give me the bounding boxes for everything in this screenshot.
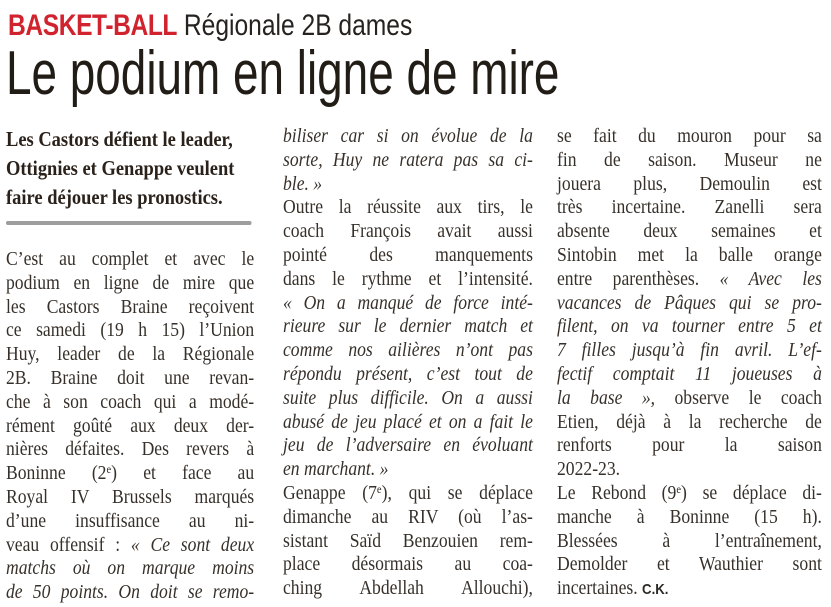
lede-line: Ottignies et Genappe veulent [6,156,235,180]
text-line [283,506,533,530]
text-run: C’est au complet et avec le [6,248,255,270]
text-line [557,577,822,602]
text-run: « Ce sont deux [130,533,255,556]
text-run: sorte, Huy ne ratera pas sa ci- [283,148,533,171]
text-run: Demolder et Wauthier sont [557,553,822,576]
text-run: se fait du mouron pour sa [557,125,822,147]
text-line [557,196,822,220]
text-line [557,173,822,197]
text-line [6,534,254,558]
text-run: 2022-23. [557,458,621,481]
text-line [6,343,254,367]
text-line [6,319,254,343]
text-run: répondu présent, c’est tout de [283,362,533,385]
text-run: rément goûté aux deux der- [6,414,255,437]
text-run: « On a manqué de force inté- [283,291,533,314]
text-run: de 50 points. On doit se remo- [6,581,255,604]
text-run: vacances de Pâques qui se pro- [557,291,822,314]
text-line [6,391,254,415]
text-run: incertaines. [557,577,643,600]
text-line [557,244,822,268]
text-run: suite plus difficile. On a aussi [283,386,533,409]
text-run: dans le rythme et l’intensité. [283,267,533,290]
text-line [283,292,533,316]
text-line [557,506,822,530]
text-run: Sintobin met la balle orange [557,243,822,266]
text-run: Etien, déjà à la recherche de [557,410,822,433]
column-2 [283,125,533,601]
text-run: jeu de l’adversaire en évoluant [283,434,533,457]
text-line [557,292,822,316]
text-run: filent, on va tourner entre 5 et [557,315,822,338]
text-line [6,272,254,296]
text-line [6,248,254,272]
section-label: BASKET-BALL [8,9,178,42]
text-line [283,173,533,197]
text-line [283,220,533,244]
headline: Le podium en ligne de mire [6,39,560,108]
lede [6,125,254,212]
text-run: ble. » [283,172,323,195]
text-run: che à son coach qui a modé- [6,390,255,413]
text-line [283,125,533,149]
text-run: les Castors Braine reçoivent [6,295,255,318]
text-line [6,462,254,486]
text-line [557,553,822,577]
text-line [557,434,822,458]
text-line [283,315,533,339]
text-line [557,268,822,292]
text-line [6,581,254,605]
text-run: e [376,481,382,496]
text-run: fectif comptait 11 joueuses à [557,362,822,385]
text-line [557,149,822,173]
text-run: entre parenthèses. [557,267,720,290]
text-run: Royal IV Brussels marqués [6,485,255,508]
text-line [557,220,822,244]
text-run: 2B. Braine doit une revan- [6,366,255,389]
text-run: place désormais au coa- [283,553,533,576]
text-run: d’une insuffisance au ni- [6,509,255,532]
text-line [283,530,533,554]
text-line [557,315,822,339]
text-line [6,510,254,534]
divider-rule [6,221,252,225]
text-run: renforts pour la saison [557,434,822,457]
lede-line: faire déjouer les pronostics. [6,185,223,209]
text-line [557,363,822,387]
text-line [283,268,533,292]
text-line [557,482,822,506]
text-run: Blessées à l’entraînement, [557,529,822,552]
column-1-body [6,248,254,605]
text-line [283,149,533,173]
text-run: manche à Boninne (15 h). [557,505,822,528]
text-run: ching Abdellah Allouchi), [283,577,533,600]
column-3 [557,125,822,602]
text-run: pointé des manquements [283,243,533,266]
text-line [283,196,533,220]
text-run: ) se déplace di- [681,481,822,504]
text-run: rieure sur le dernier match et [283,315,533,338]
text-line [283,387,533,411]
text-run: abusé de jeu placé et on a fait le [283,410,533,433]
text-line [283,411,533,435]
text-run: en marchant. » [283,458,389,481]
column-1 [6,125,254,605]
text-run: fin de saison. Museur ne [557,148,822,171]
text-run: ), qui se déplace [381,481,533,504]
lede-line: Les Castors défient le leader, [6,127,233,151]
text-run: Boninne (2 [6,462,107,485]
text-run: podium en ligne de mire que [6,271,255,294]
text-run: Outre la réussite aux tirs, le [283,196,533,219]
text-run: coach François avait aussi [283,220,533,243]
text-run: sistant Saïd Benzouien rem- [283,529,533,552]
text-run: Huy, leader de la Régionale [6,343,255,366]
text-line [6,415,254,439]
text-run: Le Rebond (9 [557,481,677,504]
text-line [557,125,822,149]
text-line [557,339,822,363]
text-run: jouera plus, Demoulin est [557,172,822,195]
text-line [283,339,533,363]
text-line [283,458,533,482]
text-run: veau offensif : [6,533,131,556]
text-line [557,458,822,482]
text-run: très incertaine. Zanelli sera [557,196,822,219]
text-line [283,482,533,506]
text-line [283,553,533,577]
text-line [6,296,254,320]
text-run: absente deux semaines et [557,220,822,243]
text-run: nières défaites. Des revers à [6,438,255,461]
text-run: biliser car si on évolue de la [283,125,533,147]
text-line [557,387,822,411]
text-line [283,244,533,268]
text-run: 7 filles jusqu’à fin avril. L’ef- [557,339,822,362]
text-line [6,486,254,510]
text-line [6,438,254,462]
column-2-body [283,125,533,601]
kicker-subtitle: Régionale 2B dames [183,9,413,42]
text-run: matchs où on marque moins [6,557,255,580]
author-initials: C.K. [642,581,669,599]
text-run: e [106,462,112,477]
text-run: observe le coach [674,386,822,409]
text-line [6,367,254,391]
text-line [557,530,822,554]
text-run: e [676,481,682,496]
text-line [6,557,254,581]
text-run: comme nos ailières n’ont pas [283,339,533,362]
text-run: la base », [557,386,675,409]
text-run: Genappe (7 [283,481,377,504]
text-line [283,434,533,458]
text-line [283,363,533,387]
column-3-body [557,125,822,602]
text-run: ce samedi (19 h 15) l’Union [6,319,255,342]
text-run: dimanche au RIV (où l’as- [283,505,533,528]
text-run: « Avec les [719,267,822,290]
text-line [557,411,822,435]
text-line [283,577,533,601]
text-run: ) et face au [111,462,255,485]
article-kicker [8,9,412,43]
